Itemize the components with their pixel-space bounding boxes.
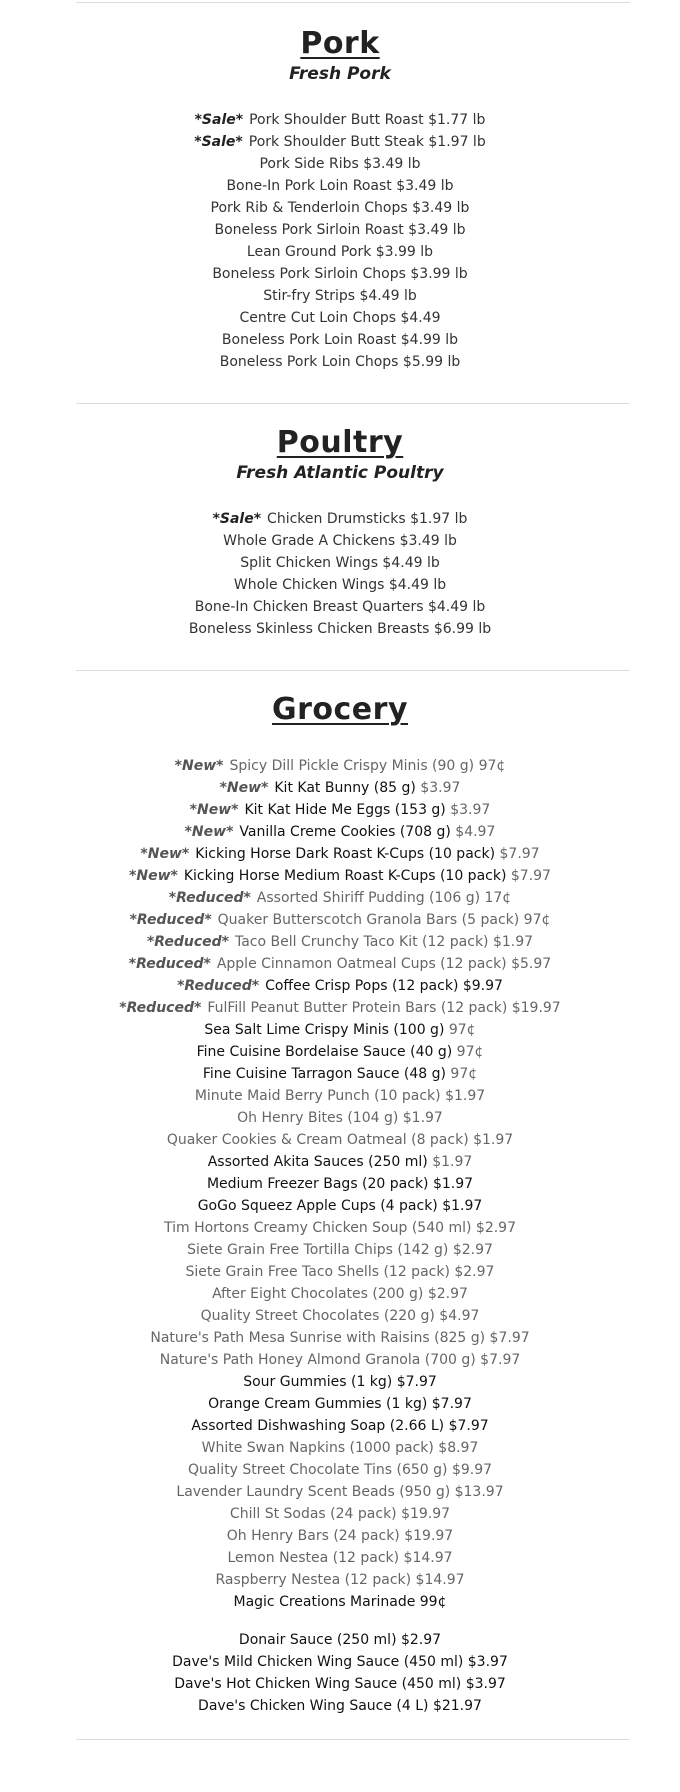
list-item [0, 1305, 680, 1327]
item-name: Kit Kat Hide Me Eggs (153 g) [244, 802, 446, 818]
list-item [0, 109, 680, 131]
list-item [0, 1327, 680, 1349]
item-name: Apple Cinnamon Oatmeal Cups (12 pack) $5.97 [216, 956, 552, 972]
list-item [0, 153, 680, 175]
item-name: Quaker Butterscotch Granola Bars (5 pack) 97¢ [217, 912, 551, 928]
item-name: Nature's Path Honey Almond Granola (700 g) $7.97 [159, 1352, 521, 1368]
item-tag: *Reduced* [119, 1000, 202, 1016]
item-text: Split Chicken Wings $4.49 lb [240, 555, 440, 571]
list-item [0, 197, 680, 219]
item-name: Siete Grain Free Taco Shells (12 pack) $2.97 [185, 1264, 495, 1280]
item-text: Boneless Pork Loin Chops $5.99 lb [219, 354, 461, 370]
item-name: FulFill Peanut Butter Protein Bars (12 pack) $19.97 [207, 1000, 561, 1016]
item-text: Pork Rib & Tenderloin Chops $3.49 lb [210, 200, 470, 216]
item-price: 97¢ [456, 1044, 484, 1060]
item-name: Medium Freezer Bags (20 pack) $1.97 [206, 1176, 474, 1192]
list-item [0, 1651, 680, 1673]
poultry-title: Poultry [276, 425, 404, 460]
list-item [0, 219, 680, 241]
list-item [0, 1481, 680, 1503]
list-item [0, 1503, 680, 1525]
list-item [0, 530, 680, 552]
list-item [0, 1673, 680, 1695]
list-item [0, 1041, 680, 1063]
list-item [0, 1371, 680, 1393]
item-text: Boneless Pork Loin Roast $4.99 lb [221, 332, 459, 348]
list-item [0, 1085, 680, 1107]
item-text: Boneless Pork Sirloin Roast $3.49 lb [214, 222, 466, 238]
pork-subtitle: Fresh Pork [289, 64, 391, 84]
list-item [0, 931, 680, 953]
item-name: GoGo Squeez Apple Cups (4 pack) $1.97 [197, 1198, 483, 1214]
item-text: Bone-In Chicken Breast Quarters $4.49 lb [194, 599, 486, 615]
item-name: Donair Sauce (250 ml) $2.97 [238, 1632, 442, 1648]
grocery-title: Grocery [271, 692, 408, 727]
item-name: Oh Henry Bars (24 pack) $19.97 [226, 1528, 454, 1544]
list-item [0, 1695, 680, 1717]
item-name: Assorted Akita Sauces (250 ml) [207, 1154, 428, 1170]
list-item [0, 1063, 680, 1085]
poultry-subtitle: Fresh Atlantic Poultry [236, 463, 444, 483]
list-item [0, 1151, 680, 1173]
list-item [0, 799, 680, 821]
list-item [0, 1107, 680, 1129]
item-tag: *Reduced* [128, 956, 211, 972]
pork-item-list [0, 109, 680, 373]
list-item [0, 1173, 680, 1195]
item-text: Pork Shoulder Butt Steak $1.97 lb [248, 134, 486, 150]
list-item [0, 596, 680, 618]
item-name: Sour Gummies (1 kg) $7.97 [243, 1374, 437, 1390]
item-name: Coffee Crisp Pops (12 pack) $9.97 [265, 978, 503, 994]
list-item [0, 307, 680, 329]
poultry-section [0, 404, 680, 640]
item-text: Bone-In Pork Loin Roast $3.49 lb [226, 178, 454, 194]
list-item [0, 1569, 680, 1591]
item-tag: *New* [174, 758, 224, 774]
list-item [0, 887, 680, 909]
item-text: Whole Grade A Chickens $3.49 lb [223, 533, 457, 549]
list-item [0, 1393, 680, 1415]
poultry-item-list [0, 508, 680, 640]
item-name: Kicking Horse Medium Roast K-Cups (10 pack) [183, 868, 507, 884]
list-item [0, 618, 680, 640]
list-item [0, 1217, 680, 1239]
item-text: Pork Side Ribs $3.49 lb [259, 156, 421, 172]
list-item [0, 1195, 680, 1217]
item-name: Tim Hortons Creamy Chicken Soup (540 ml) $2.97 [163, 1220, 516, 1236]
sale-tag: *Sale* [212, 511, 262, 527]
item-tag: *Reduced* [177, 978, 260, 994]
list-item [0, 131, 680, 153]
item-name: Assorted Dishwashing Soap (2.66 L) $7.97 [191, 1418, 489, 1434]
item-name: Fine Cuisine Tarragon Sauce (48 g) [202, 1066, 446, 1082]
item-name: Lavender Laundry Scent Beads (950 g) $13.97 [176, 1484, 504, 1500]
item-price: $7.97 [510, 868, 551, 884]
item-tag: *New* [140, 846, 190, 862]
list-item [0, 953, 680, 975]
list-item [0, 263, 680, 285]
item-name: White Swan Napkins (1000 pack) $8.97 [201, 1440, 479, 1456]
item-name: Dave's Hot Chicken Wing Sauce (450 ml) $3.97 [174, 1676, 506, 1692]
item-tag: *New* [219, 780, 269, 796]
list-item [0, 351, 680, 373]
list-item [0, 1019, 680, 1041]
list-item [0, 552, 680, 574]
item-tag: *New* [189, 802, 239, 818]
list-item [0, 329, 680, 351]
list-item [0, 1629, 680, 1651]
item-price: $3.97 [420, 780, 461, 796]
list-item [0, 865, 680, 887]
list-item [0, 1591, 680, 1613]
item-text: Pork Shoulder Butt Roast $1.77 lb [249, 112, 486, 128]
sale-tag: *Sale* [194, 134, 243, 150]
item-name: Oh Henry Bites (104 g) $1.97 [237, 1110, 443, 1126]
list-item [0, 1459, 680, 1481]
item-tag: *New* [129, 868, 178, 884]
item-text: Centre Cut Loin Chops $4.49 [239, 310, 441, 326]
list-item [0, 777, 680, 799]
item-name: Spicy Dill Pickle Crispy Minis (90 g) 97¢ [229, 758, 506, 774]
item-name: Kit Kat Bunny (85 g) [274, 780, 416, 796]
item-tag: *Reduced* [129, 912, 212, 928]
item-name: Chill St Sodas (24 pack) $19.97 [229, 1506, 451, 1522]
list-item [0, 843, 680, 865]
pork-title: Pork [300, 26, 380, 61]
item-name: Dave's Mild Chicken Wing Sauce (450 ml) $3.97 [172, 1654, 508, 1670]
item-text: Boneless Skinless Chicken Breasts $6.99 lb [188, 621, 492, 637]
list-item [0, 175, 680, 197]
sale-tag: *Sale* [194, 112, 244, 128]
item-name: Sea Salt Lime Crispy Minis (100 g) [204, 1022, 445, 1038]
item-name: Orange Cream Gummies (1 kg) $7.97 [208, 1396, 472, 1412]
item-name: Quality Street Chocolate Tins (650 g) $9.97 [187, 1462, 493, 1478]
item-name: Kicking Horse Dark Roast K-Cups (10 pack) [195, 846, 496, 862]
item-text: Lean Ground Pork $3.99 lb [246, 244, 434, 260]
item-tag: *Reduced* [146, 934, 229, 950]
list-item [0, 574, 680, 596]
list-item [0, 821, 680, 843]
list-item [0, 241, 680, 263]
item-name: Magic Creations Marinade 99¢ [233, 1594, 447, 1610]
item-text: Whole Chicken Wings $4.49 lb [233, 577, 447, 593]
list-item [0, 1525, 680, 1547]
item-name: Minute Maid Berry Punch (10 pack) $1.97 [194, 1088, 486, 1104]
item-name: Assorted Shiriff Pudding (106 g) 17¢ [256, 890, 512, 906]
item-price: $1.97 [432, 1154, 473, 1170]
item-name: Nature's Path Mesa Sunrise with Raisins (825 g) $7.97 [150, 1330, 530, 1346]
list-item [0, 909, 680, 931]
item-name: Fine Cuisine Bordelaise Sauce (40 g) [196, 1044, 453, 1060]
list-item [0, 755, 680, 777]
list-item [0, 508, 680, 530]
list-item [0, 975, 680, 997]
grocery-sauce-list [0, 1629, 680, 1717]
item-name: Taco Bell Crunchy Taco Kit (12 pack) $1.97 [234, 934, 534, 950]
item-name: Vanilla Creme Cookies (708 g) [239, 824, 451, 840]
item-text: Stir-fry Strips $4.49 lb [263, 288, 417, 304]
grocery-section [0, 671, 680, 1717]
divider [76, 1739, 630, 1740]
list-item [0, 1239, 680, 1261]
item-price: $3.97 [450, 802, 491, 818]
list-item [0, 1415, 680, 1437]
pork-section [0, 3, 680, 373]
list-item [0, 1547, 680, 1569]
flyer-page [0, 2, 680, 1740]
item-tag: *New* [184, 824, 234, 840]
item-price: $4.97 [455, 824, 496, 840]
list-item [0, 1437, 680, 1459]
item-name: Lemon Nestea (12 pack) $14.97 [227, 1550, 453, 1566]
item-name: Dave's Chicken Wing Sauce (4 L) $21.97 [198, 1698, 482, 1714]
grocery-item-list [0, 755, 680, 1613]
item-price: 97¢ [448, 1022, 476, 1038]
list-item [0, 285, 680, 307]
item-text: Boneless Pork Sirloin Chops $3.99 lb [212, 266, 468, 282]
item-name: Quality Street Chocolates (220 g) $4.97 [200, 1308, 480, 1324]
item-tag: *Reduced* [168, 890, 251, 906]
item-name: Quaker Cookies & Cream Oatmeal (8 pack) $1.97 [166, 1132, 514, 1148]
item-text: Chicken Drumsticks $1.97 lb [267, 511, 468, 527]
item-name: Siete Grain Free Tortilla Chips (142 g) $2.97 [187, 1242, 493, 1258]
list-item [0, 1283, 680, 1305]
item-name: Raspberry Nestea (12 pack) $14.97 [215, 1572, 465, 1588]
item-price: 97¢ [450, 1066, 478, 1082]
list-item [0, 1349, 680, 1371]
list-item [0, 997, 680, 1019]
item-price: $7.97 [499, 846, 540, 862]
item-name: After Eight Chocolates (200 g) $2.97 [212, 1286, 468, 1302]
list-item [0, 1129, 680, 1151]
list-item [0, 1261, 680, 1283]
